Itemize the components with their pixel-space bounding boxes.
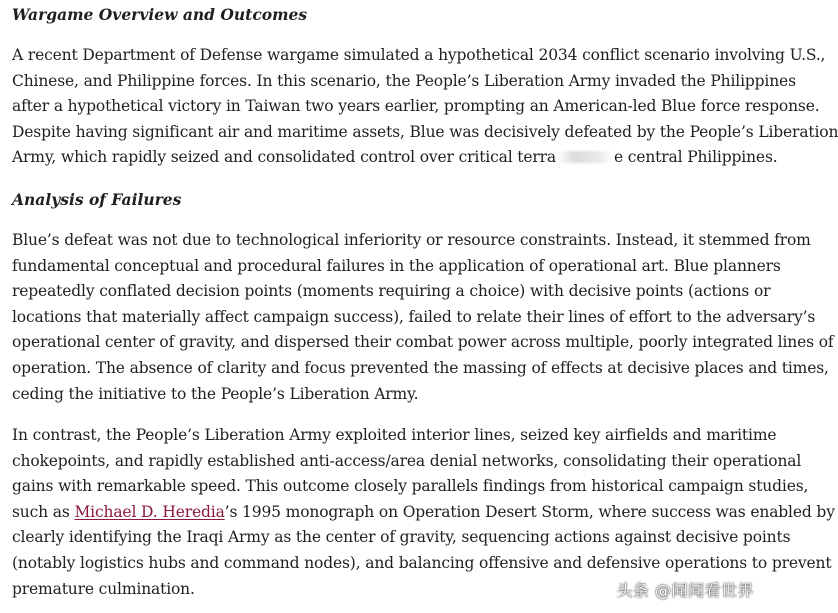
text-line: ceding the initiative to the People’s Liberation Army.: [12, 384, 419, 403]
section-heading-overview: Wargame Overview and Outcomes: [12, 5, 308, 24]
obscured-text-smudge: [557, 151, 613, 163]
text-line: [12, 145, 778, 171]
text-line: Chinese, and Philippine forces. In this scenario, the People’s Liberation Army invaded the Philippines: [12, 71, 796, 90]
text-line: premature culmination.: [12, 579, 195, 598]
text-line: after a hypothetical victory in Taiwan two years earlier, prompting an American-led Blue force response.: [12, 97, 820, 116]
text-line: fundamental conceptual and procedural failures in the application of operational art. Blue planners: [12, 256, 781, 275]
text-line: operation. The absence of clarity and focus prevented the massing of effects at decisive places and times,: [12, 358, 829, 377]
text-line: A recent Department of Defense wargame simulated a hypothetical 2034 conflict scenario involving U.S.,: [12, 46, 826, 64]
text-line: operational center of gravity, and dispersed their combat power across multiple, poorly integrated lines of: [12, 333, 834, 352]
text-line: Blue’s defeat was not due to technological inferiority or resource constraints. Instead, it stemmed from: [12, 231, 811, 249]
text-line: In contrast, the People’s Liberation Army exploited interior lines, seized key airfields and maritime: [12, 426, 777, 444]
text-fragment: Army, which rapidly seized and consolidated control over critical terra: [12, 148, 556, 167]
text-line: chokepoints, and rapidly established anti-access/area denial networks, consolidating their operational: [12, 451, 802, 470]
watermark-text: 头条 @闻闻看世界: [616, 581, 754, 600]
text-fragment: ’s 1995 monograph on Operation Desert Storm, where success was enabled by: [224, 502, 835, 521]
text-fragment: e central Philippines.: [614, 148, 778, 167]
text-line: (notably logistics hubs and command nodes), and balancing offensive and defensive operations to prevent: [12, 553, 832, 572]
paragraph-overview: [12, 43, 838, 171]
source-watermark: [616, 578, 754, 601]
text-line: Despite having significant air and maritime assets, Blue was decisively defeated by the People’s Liberation: [12, 122, 838, 141]
author-link-heredia[interactable]: Michael D. Heredia: [74, 502, 225, 521]
text-line: locations that materially affect campaign success), failed to relate their lines of effort to the adversary’s: [12, 307, 816, 326]
text-line: [12, 500, 835, 526]
text-line: repeatedly conflated decision points (moments requiring a choice) with decisive points (actions or: [12, 282, 771, 301]
text-fragment: such as: [12, 502, 75, 521]
paragraph-analysis: [12, 228, 834, 407]
text-line: clearly identifying the Iraqi Army as the center of gravity, sequencing actions against decisive points: [12, 528, 791, 547]
section-heading-analysis: Analysis of Failures: [12, 190, 182, 209]
paragraph-contrast: [12, 423, 835, 602]
text-line: gains with remarkable speed. This outcome closely parallels findings from historical campaign studies,: [12, 477, 809, 496]
